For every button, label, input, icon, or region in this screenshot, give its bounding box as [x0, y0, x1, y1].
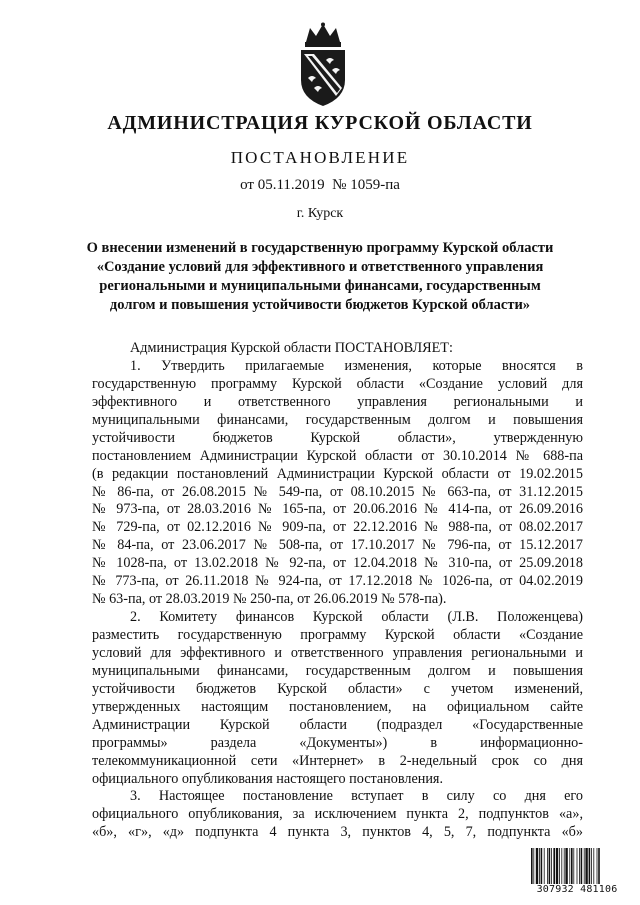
body-line: разместить государственную программу Курской области «Создание	[92, 627, 583, 643]
city-name: г. Курск	[296, 206, 344, 221]
body-line: № 1028-па, от 13.02.2018 № 92-па, от 12.04.2018 № 310-па, от 25.09.2018	[92, 555, 583, 572]
body-line: условий для эффективного и ответственного управления региональными и	[92, 644, 583, 661]
decree-title	[0, 239, 640, 315]
decree-date-number: от 05.11.2019 № 1059-па	[240, 177, 400, 193]
barcode-number: 307932 481106	[530, 884, 624, 895]
title-line: «Создание условий для эффективного и ответственного управления	[96, 259, 544, 275]
body-line: эффективного и ответственного управления региональными и	[92, 393, 583, 410]
body-line: (в редакции постановлений Администрации Курской области от 19.02.2015	[92, 465, 583, 482]
body-line: № 973-па, от 28.03.2016 № 165-па, от 20.06.2016 № 414-па, от 26.09.2016	[92, 501, 583, 518]
body-line: муниципальными финансами, государственным долгом и повышения	[92, 662, 583, 679]
document-type: ПОСТАНОВЛЕНИЕ	[230, 148, 410, 167]
body-line: утвержденных настоящим постановлением, на официальном сайте	[92, 698, 583, 715]
body-line: постановлением Администрации Курской области от 30.10.2014 № 688-па	[92, 447, 583, 464]
body-line: государственную программу Курской области «Создание условий для	[92, 375, 583, 392]
body-line: муниципальными финансами, государственным долгом и повышения	[92, 411, 583, 428]
body-line: устойчивости бюджетов Курской области» с учетом изменений,	[92, 680, 583, 697]
body-line: телекоммуникационной сети «Интернет» в 2-недельный срок со дня	[92, 752, 583, 769]
body-line: № 63-па, от 28.03.2019 № 250-па, от 26.06.2019 № 578-па).	[92, 591, 447, 608]
title-line: долгом и повышения устойчивости бюджетов Курской области»	[109, 297, 531, 313]
body-line: № 84-па, от 23.06.2017 № 508-па, от 17.10.2017 № 796-па, от 15.12.2017	[92, 537, 583, 554]
administration-name: АДМИНИСТРАЦИЯ КУРСКОЙ ОБЛАСТИ	[107, 112, 533, 134]
body-line: № 86-па, от 26.08.2015 № 549-па, от 08.10.2015 № 663-па, от 31.12.2015	[92, 483, 583, 500]
body-line: «б», «г», «д» подпункта 4 пункта 3, пунктов 4, 5, 7, подпункта «б»	[92, 824, 583, 841]
title-line: О внесении изменений в государственную программу Курской области	[86, 240, 554, 256]
title-line: региональными и муниципальными финансами, государственным	[99, 278, 541, 294]
body-line: 3. Настоящее постановление вступает в силу со дня его	[130, 788, 583, 805]
body-line: № 773-па, от 26.11.2018 № 924-па, от 17.12.2018 № 1026-па, от 04.02.2019	[92, 573, 583, 590]
body-line: № 729-па, от 02.12.2016 № 909-па, от 22.12.2016 № 988-па, от 08.02.2017	[92, 519, 583, 536]
body-line: устойчивости бюджетов Курской области», утвержденную	[92, 429, 583, 446]
body-line: 2. Комитету финансов Курской области (Л.В. Положенцева)	[130, 609, 583, 626]
body-line: Администрация Курской области ПОСТАНОВЛЯЕТ:	[130, 340, 453, 356]
body-line: программы» раздела «Документы») в информационно-	[92, 734, 583, 751]
coat-of-arms-icon	[296, 22, 350, 108]
decree-body	[92, 340, 583, 842]
body-line: официального опубликования настоящего постановления.	[92, 770, 444, 787]
body-line: 1. Утвердить прилагаемые изменения, которые вносятся в	[130, 357, 583, 374]
body-line: официального опубликования, за исключением пункта 2, подпунктов «а»,	[92, 806, 583, 823]
body-line: Администрации Курской области (подраздел «Государственные	[92, 716, 583, 733]
